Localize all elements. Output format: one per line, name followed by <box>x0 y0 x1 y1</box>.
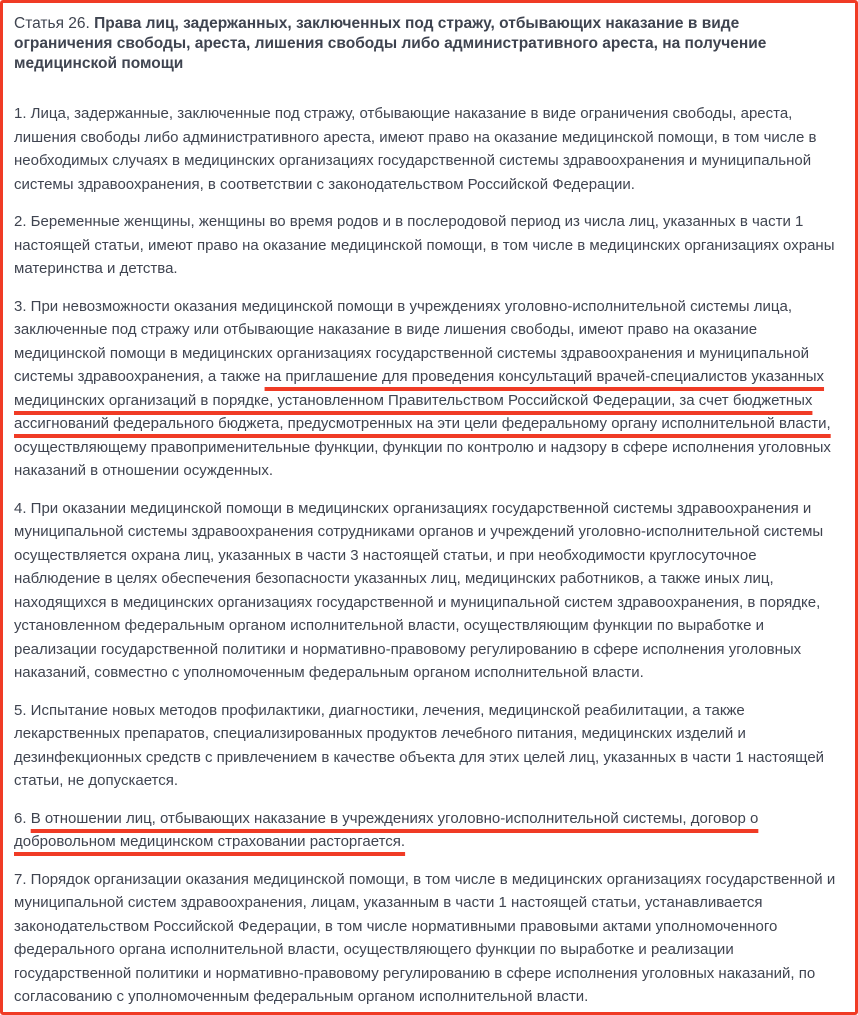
article-paragraph <box>14 699 840 793</box>
article-title: Права лиц, задержанных, заключенных под стражу, отбывающих наказание в виде ограничения свободы, ареста, лишения свободы либо административного ареста, на получение медицинской помощи <box>14 15 767 72</box>
article-paragraph <box>14 807 840 854</box>
article-paragraph <box>14 497 840 685</box>
paragraph-text: 5. Испытание новых методов профилактики, диагностики, лечения, медицинской реабилитации, а также лекарственных препаратов, специализированных продуктов лечебного питания, медицинских изделий и дезинфекционных средств с привлечением в качестве объекта для этих целей лиц, указанных в части 1 настоящей статьи, не допускается. <box>14 701 825 789</box>
paragraph-text: осуществляющему правоприменительные функции, функции по контролю и надзору в сфере исполнения уголовных наказаний в отношении осужденных. <box>14 438 831 479</box>
article-paragraph <box>14 102 840 196</box>
article-paragraph <box>14 868 840 1009</box>
article-number: Статья 26. <box>14 15 95 32</box>
paragraph-text: 6. <box>14 809 31 827</box>
article-body <box>14 102 840 1009</box>
paragraph-text: 4. При оказании медицинской помощи в медицинских организациях государственной системы здравоохранения и муниципальной системы здравоохранения сотрудниками органов и учреждений уголовно-исполнительной системы осуществляется охрана лиц, указанных в части 3 настоящей статьи, и при необходимости круглосуточное наблюдение в целях обеспечения безопасности указанных лиц, медицинских работников, а также иных лиц, находящихся в медицинских организациях государственной и муниципальной систем здравоохранения, в порядке, установленном федеральным органом исполнительной власти, осуществляющим функции по выработке и реализации государственной политики и нормативно-правовому регулированию в сфере исполнения уголовных наказаний, совместно с уполномоченным федеральным органом исполнительной власти. <box>14 499 824 681</box>
article-heading <box>14 14 840 74</box>
red-underlined-text: на приглашение для проведения консультаций врачей-специалистов указанных медицинских организаций в порядке, установленном Правительством Российской Федерации, за счет бюджетных ассигнований федерального бюджета, предусмотренных на эти цели федеральному органу исполнительной власти, <box>14 368 831 432</box>
red-underlined-text: В отношении лиц, отбывающих наказание в учреждениях уголовно-исполнительной системы, договор о добровольном медицинском страховании расторгается. <box>14 809 759 850</box>
article-paragraph <box>14 295 840 483</box>
article-paragraph <box>14 210 840 281</box>
paragraph-text: 1. Лица, задержанные, заключенные под стражу, отбывающие наказание в виде ограничения свободы, ареста, лишения свободы либо административного ареста, имеют право на оказание медицинской помощи, в том числе в необходимых случаях в медицинских организациях государственной системы здравоохранения и муниципальной системы здравоохранения, в соответствии с законодательством Российской Федерации. <box>14 105 817 193</box>
paragraph-text: 7. Порядок организации оказания медицинской помощи, в том числе в медицинских организациях государственной и муниципальной систем здравоохранения, лицам, указанным в части 1 настоящей статьи, устанавливается законодательством Российской Федерации, в том числе нормативными правовыми актами уполномоченного федерального органа исполнительной власти, осуществляющего функции по выработке и реализации государственной политики и нормативно-правовому регулированию в сфере исполнения уголовных наказаний, по согласованию с уполномоченным федеральным органом исполнительной власти. <box>14 870 836 1005</box>
paragraph-text: 3. При невозможности оказания медицинской помощи в учреждениях уголовно-исполнительной системы лица, заключенные под стражу или отбывающие наказание в виде лишения свободы, имеют право на оказание медицинской помощи в медицинских организациях государственной системы здравоохранения и муниципальной системы здравоохранения, а также <box>14 297 809 385</box>
paragraph-text: 2. Беременные женщины, женщины во время родов и в послеродовой период из числа лиц, указанных в части 1 настоящей статьи, имеют право на оказание медицинской помощи, в том числе в медицинских организациях охраны материнства и детства. <box>14 213 835 277</box>
